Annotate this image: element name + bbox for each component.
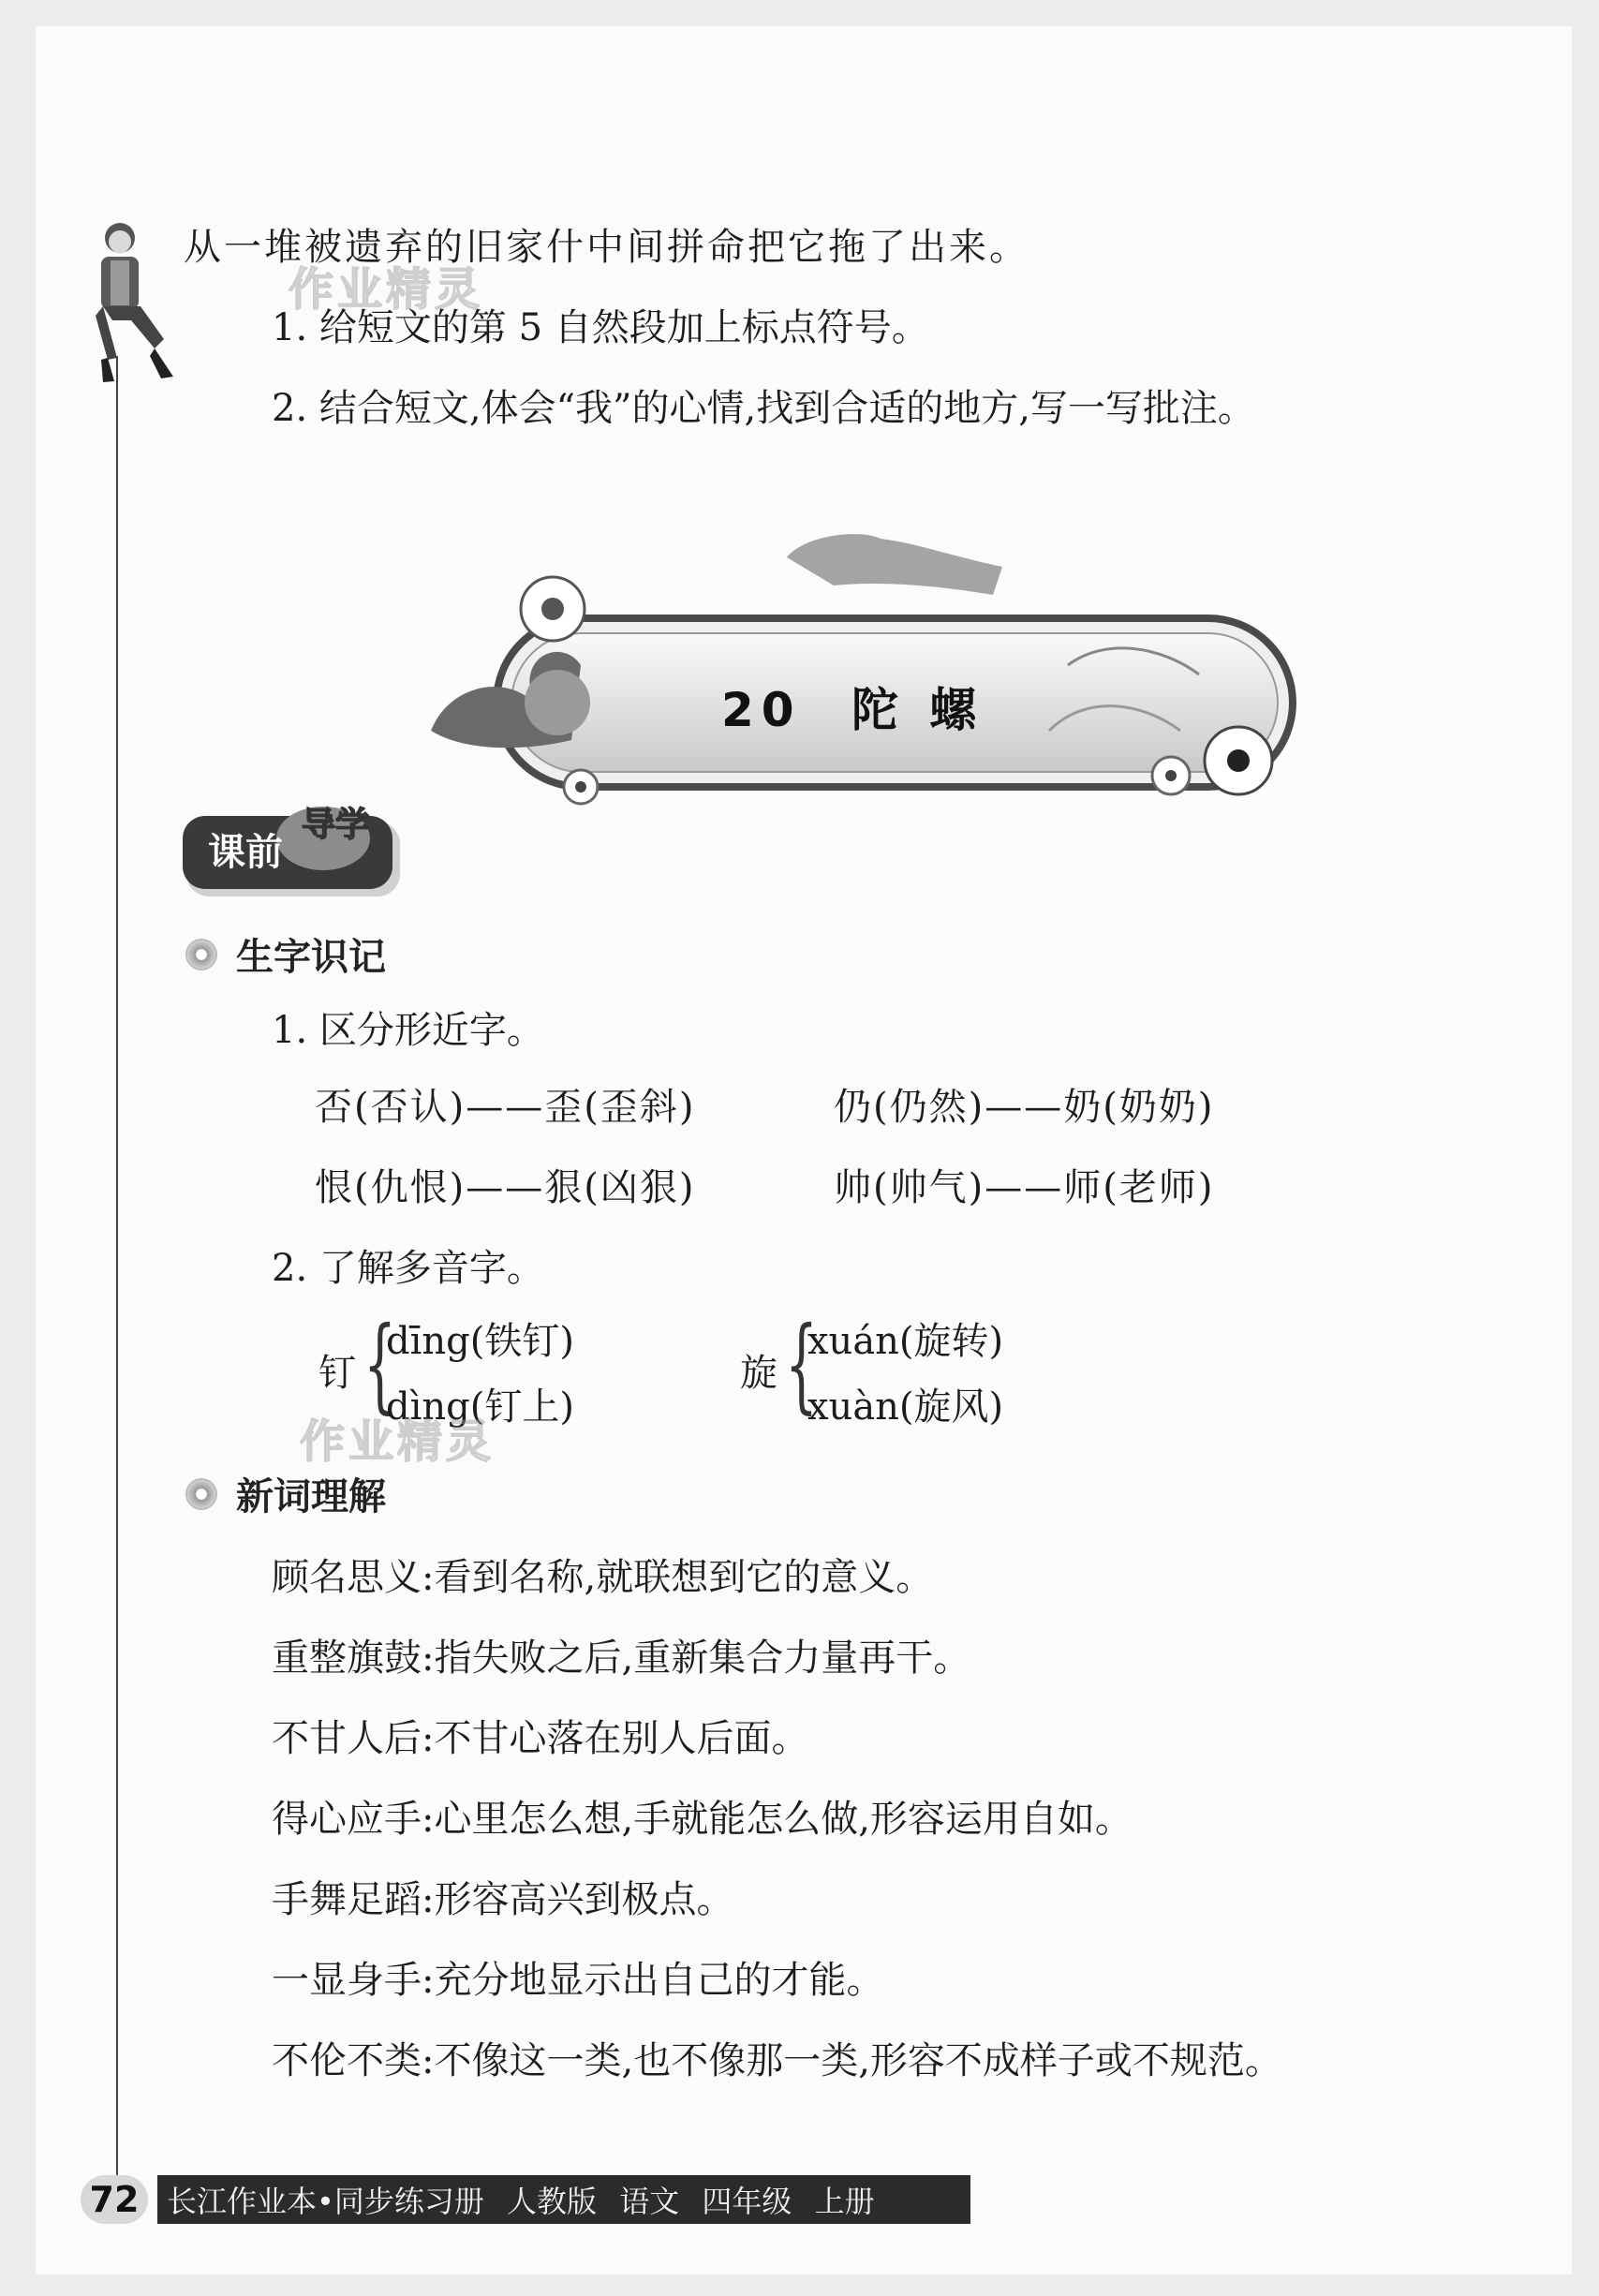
watermark: 作业精灵 (289, 263, 484, 316)
vocab-item: 一显身手:充分地显示出自己的才能。 (272, 1959, 884, 2002)
character-pair: 仍(仍然)——奶(奶奶) (834, 1086, 1215, 1129)
vocab-item: 不甘人后:不甘心落在别人后面。 (272, 1717, 809, 1760)
polyphone-character: 钉 (318, 1352, 356, 1395)
lesson-banner (393, 515, 1311, 815)
vocab-item: 得心应手:心里怎么想,手就能怎么做,形容运用自如。 (272, 1798, 1133, 1841)
section-title: 新词理解 (236, 1475, 386, 1518)
gear-bullet-icon (187, 1480, 215, 1508)
section-title: 生字识记 (236, 936, 386, 979)
lesson-number: 20 (721, 683, 802, 737)
vocab-item: 手舞足蹈:形容高兴到极点。 (272, 1878, 734, 1921)
section-heading-vocabulary (187, 1467, 386, 1520)
character-pair: 否(否认)——歪(歪斜) (315, 1086, 696, 1129)
watermark: 作业精灵 (300, 1415, 496, 1468)
section-heading-characters (187, 927, 386, 981)
boy-illustration (75, 217, 178, 386)
brace: { (363, 1304, 396, 1424)
question-1: 1. 给短文的第 5 自然段加上标点符号。 (272, 306, 929, 349)
vocab-item: 不伦不类:不像这一类,也不像那一类,形容不成样子或不规范。 (272, 2039, 1282, 2082)
character-pair: 帅(帅气)——师(老师) (834, 1166, 1215, 1209)
lesson-title (721, 673, 984, 740)
page (36, 26, 1572, 2274)
vocab-item: 顾名思义:看到名称,就联想到它的意义。 (272, 1556, 934, 1599)
question-2: 2. 结合短文,体会“我”的心情,找到合适的地方,写一写批注。 (272, 387, 1255, 430)
badge-label: 课前 (208, 831, 283, 874)
subheading-polyphones: 2. 了解多音字。 (272, 1247, 544, 1290)
subheading-similar-characters: 1. 区分形近字。 (272, 1009, 544, 1052)
footer-book-info: 长江作业本•同步练习册 人教版 语文 四年级 上册 (157, 2175, 970, 2224)
intro-text-line: 从一堆被遗弃的旧家什中间拼命把它拖了出来。 (184, 226, 1029, 269)
pinyin-reading: dīng(铁钉) (386, 1320, 574, 1363)
gear-bullet-icon (187, 941, 215, 969)
pinyin-reading: xuán(旋转) (807, 1320, 1004, 1363)
polyphone-character: 旋 (740, 1352, 777, 1395)
badge-sublabel: 导学 (302, 806, 370, 844)
character-pair: 恨(仇恨)——狠(凶狠) (315, 1166, 696, 1209)
pinyin-reading: xuàn(旋风) (807, 1385, 1004, 1429)
margin-rule (116, 356, 118, 2220)
brace: { (785, 1304, 818, 1424)
lesson-name: 陀 螺 (851, 683, 985, 737)
page-number: 72 (81, 2175, 148, 2224)
pinyin-reading: dìng(钉上) (386, 1385, 574, 1429)
vocab-item: 重整旗鼓:指失败之后,重新集合力量再干。 (272, 1637, 971, 1680)
